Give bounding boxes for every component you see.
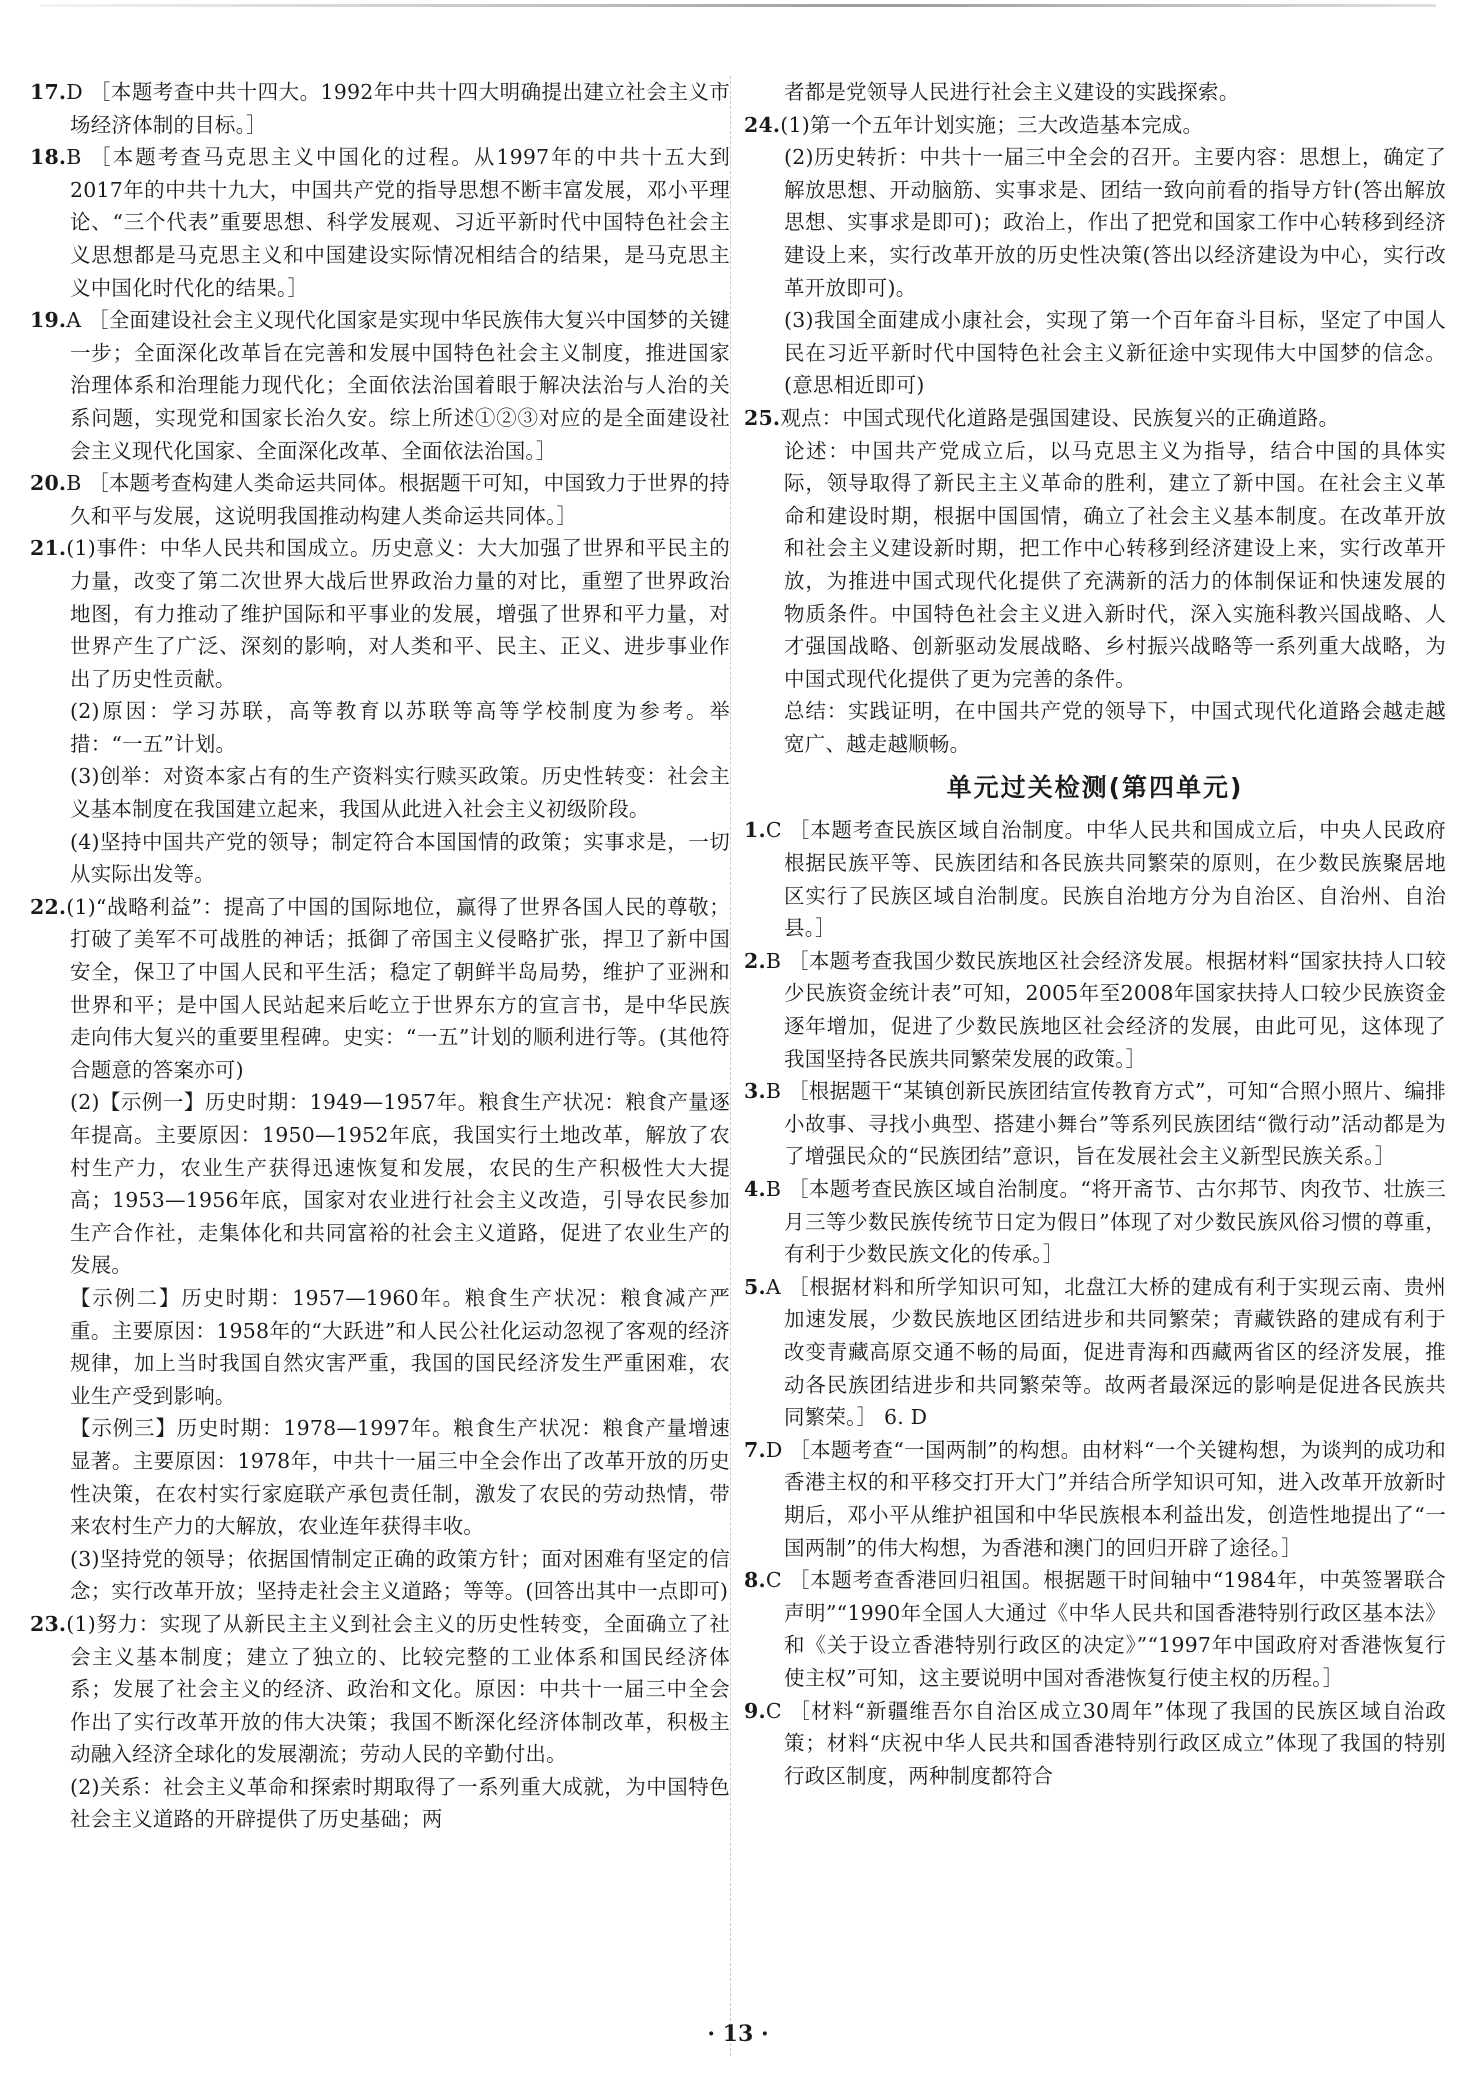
answer-paragraph xyxy=(30,1412,730,1542)
answer-paragraph xyxy=(30,1771,730,1836)
question-number: 2. xyxy=(744,948,766,973)
answer-text: C ［本题考查香港回归祖国。根据题干时间轴中“1984年，中英签署联合声明”“1990年全国人大通过《中华人民共和国香港特别行政区基本法》和《关于设立香港特别行政区的决定》”“1997年中国政府对香港恢复行使主权”可知，这主要说明中国对香港恢复行使主权的历程。］ xyxy=(765,1568,1446,1690)
answer-text: A ［根据材料和所学知识可知，北盘江大桥的建成有利于实现云南、贵州加速发展，少数民族地区团结进步和共同繁荣；青藏铁路的建成有利于改变青藏高原交通不畅的局面，促进青海和西藏两省区的经济发展，推动各民族团结进步和共同繁荣等。故两者最深远的影响是促进各民族共同繁荣。］ 6. D xyxy=(765,1274,1446,1430)
answer-paragraph xyxy=(744,435,1446,696)
answer-paragraph xyxy=(744,76,1446,109)
question-number: 18. xyxy=(30,145,67,170)
answer-paragraph xyxy=(30,891,730,1087)
answer-text: 论述：中国共产党成立后，以马克思主义为指导，结合中国的具体实际，领导取得了新民主主义革命的胜利，建立了新中国。在社会主义革命和建设时期，根据中国国情，确立了社会主义基本制度。在改革开放和社会主义建设新时期，把工作中心转移到经济建设上来，实行改革开放，为推进中国式现代化提供了充满新的活力的体制保证和快速发展的物质条件。中国特色社会主义进入新时代，深入实施科教兴国战略、人才强国战略、创新驱动发展战略、乡村振兴战略等一系列重大战略，为中国式现代化提供了更为完善的条件。 xyxy=(784,438,1446,691)
question-number: 19. xyxy=(30,308,67,333)
answer-paragraph xyxy=(744,1564,1446,1694)
top-rule xyxy=(40,4,1436,7)
answer-text: 观点：中国式现代化道路是强国建设、民族复兴的正确道路。 xyxy=(780,405,1340,430)
answer-paragraph xyxy=(744,402,1446,435)
answer-text: (3)坚持党的领导；依据国情制定正确的政策方针；面对困难有坚定的信念；实行改革开放；坚持走社会主义道路；等等。(回答出其中一点即可) xyxy=(70,1546,730,1604)
page-number: · 13 · xyxy=(707,2021,769,2047)
right-column xyxy=(744,76,1446,2056)
answer-paragraph xyxy=(30,467,730,532)
answer-paragraph xyxy=(30,304,730,467)
page-body xyxy=(30,76,1446,2056)
answer-paragraph xyxy=(744,1173,1446,1271)
question-number: 9. xyxy=(744,1698,766,1723)
answer-text: (1)事件：中华人民共和国成立。历史意义：大大加强了世界和平民主的力量，改变了第二次世界大战后世界政治力量的对比，重塑了世界政治地图，有力推动了维护国际和平事业的发展，增强了世界和平力量，对世界产生了广泛、深刻的影响，对人类和平、民主、正义、进步事业作出了历史性贡献。 xyxy=(66,536,730,691)
answer-paragraph xyxy=(744,814,1446,944)
answer-text: 者都是党领导人民进行社会主义建设的实践探索。 xyxy=(784,80,1240,104)
answer-paragraph xyxy=(744,695,1446,760)
question-number: 23. xyxy=(30,1611,67,1636)
answer-text: (4)坚持中国共产党的领导；制定符合本国国情的政策；实事求是，一切从实际出发等。 xyxy=(70,829,730,887)
answer-paragraph xyxy=(744,945,1446,1075)
answer-paragraph xyxy=(30,1282,730,1412)
answer-paragraph xyxy=(30,532,730,695)
question-number: 5. xyxy=(744,1274,766,1299)
answer-paragraph xyxy=(744,1434,1446,1564)
question-number: 25. xyxy=(744,405,781,430)
answer-paragraph xyxy=(30,1608,730,1771)
question-number: 4. xyxy=(744,1177,766,1201)
question-number: 22. xyxy=(30,894,67,919)
answer-paragraph xyxy=(744,1271,1446,1434)
answer-paragraph xyxy=(30,695,730,760)
answer-text: C ［材料“新疆维吾尔自治区成立30周年”体现了我国的民族区域自治政策；材料“庆祝中华人民共和国香港特别行政区成立”体现了我国的特别行政区制度，两种制度都符合 xyxy=(765,1698,1446,1788)
question-number: 21. xyxy=(30,536,67,561)
answer-text: (1)第一个五年计划实施；三大改造基本完成。 xyxy=(780,112,1204,137)
answer-paragraph xyxy=(30,141,730,304)
question-number: 24. xyxy=(744,112,781,137)
answer-text: (2)原因：学习苏联，高等教育以苏联等高等学校制度为参考。举措：“一五”计划。 xyxy=(70,699,730,756)
answer-text: 【示例三】历史时期：1978—1997年。粮食生产状况：粮食产量增速显著。主要原因：1978年，中共十一届三中全会作出了改革开放的历史性决策，在农村实行家庭联产承包责任制，激发了农民的劳动热情，带来农村生产力的大解放，农业连年获得丰收。 xyxy=(70,1416,730,1539)
question-number: 7. xyxy=(744,1437,766,1462)
answer-text: C ［本题考查民族区域自治制度。中华人民共和国成立后，中央人民政府根据民族平等、民族团结和各民族共同繁荣的原则，在少数民族聚居地区实行了民族区域自治制度。民族自治地方分为自治区、自治州、自治县。］ xyxy=(765,818,1446,941)
answer-paragraph xyxy=(744,1695,1446,1793)
answer-paragraph xyxy=(30,760,730,825)
answer-text: A ［全面建设社会主义现代化国家是实现中华民族伟大复兴中国梦的关键一步；全面深化改革旨在完善和发展中国特色社会主义制度，推进国家治理体系和治理能力现代化；全面依法治国着眼于解决法治与人治的关系问题，实现党和国家长治久安。综上所述①②③对应的是全面建设社会主义现代化国家、全面深化改革、全面依法治国。］ xyxy=(66,308,730,463)
answer-text: B ［根据题干“某镇创新民族团结宣传教育方式”，可知“合照小照片、编排小故事、寻找小典型、搭建小舞台”等系列民族团结“微行动”活动都是为了增强民众的“民族团结”意识，旨在发展社会主义新型民族关系。］ xyxy=(765,1079,1446,1169)
question-number: 8. xyxy=(744,1568,766,1593)
answer-text: B ［本题考查构建人类命运共同体。根据题干可知，中国致力于世界的持久和平与发展，这说明我国推动构建人类命运共同体。］ xyxy=(66,471,730,528)
answer-text: (3)创举：对资本家占有的生产资料实行赎买政策。历史性转变：社会主义基本制度在我国建立起来，我国从此进入社会主义初级阶段。 xyxy=(70,764,730,822)
section-title: 单元过关检测(第四单元) xyxy=(946,773,1244,803)
answer-paragraph xyxy=(30,76,730,141)
answer-paragraph xyxy=(30,1543,730,1608)
answer-text: (2)历史转折：中共十一届三中全会的召开。主要内容：思想上，确定了解放思想、开动脑筋、实事求是、团结一致向前看的指导方针(答出解放思想、实事求是即可)；政治上，作出了把党和国家工作中心转移到经济建设上来，实行改革开放的历史性决策(答出以经济建设为中心，实行改革开放即可)。 xyxy=(784,145,1446,300)
question-number: 17. xyxy=(30,80,67,104)
answer-text: B ［本题考查马克思主义中国化的过程。从1997年的中共十五大到2017年的中共十九大，中国共产党的指导思想不断丰富发展，邓小平理论、“三个代表”重要思想、科学发展观、习近平新时代中国特色社会主义思想都是马克思主义和中国建设实际情况相结合的结果，是马克思主义中国化时代化的结果。］ xyxy=(66,145,730,300)
unit-test-answers xyxy=(744,814,1446,1792)
answer-text: (1)努力：实现了从新民主主义到社会主义的历史性转变，全面确立了社会主义基本制度；建立了独立的、比较完整的工业体系和国民经济体系；发展了社会主义的经济、政治和文化。原因：中共十一届三中全会作出了实行改革开放的伟大决策；我国不断深化经济体制改革，积极主动融入经济全球化的发展潮流；劳动人民的辛勤付出。 xyxy=(66,1611,730,1767)
answer-text: (2)关系：社会主义革命和探索时期取得了一系列重大成就，为中国特色社会主义道路的开辟提供了历史基础；两 xyxy=(70,1774,730,1832)
right-column-answers xyxy=(744,76,1446,760)
answer-text: (1)“战略利益”：提高了中国的国际地位，赢得了世界各国人民的尊敬；打破了美军不可战胜的神话；抵御了帝国主义侵略扩张，捍卫了新中国安全，保卫了中国人民和平生活；稳定了朝鲜半岛局势，维护了亚洲和世界和平；是中国人民站起来后屹立于世界东方的宣言书，是中华民族走向伟大复兴的重要里程碑。史实：“一五”计划的顺利进行等。(其他符合题意的答案亦可) xyxy=(66,894,730,1082)
answer-text: B ［本题考查民族区域自治制度。“将开斋节、古尔邦节、肉孜节、壮族三月三等少数民族传统节日定为假日”体现了对少数民族风俗习惯的尊重，有利于少数民族文化的传承。］ xyxy=(765,1177,1446,1267)
answer-paragraph xyxy=(744,141,1446,304)
question-number: 1. xyxy=(744,818,766,843)
answer-text: B ［本题考查我国少数民族地区社会经济发展。根据材料“国家扶持人口较少民族资金统计表”可知，2005年至2008年国家扶持人口较少民族资金逐年增加，促进了少数民族地区社会经济的发展，由此可见，这体现了我国坚持各民族共同繁荣发展的政策。］ xyxy=(765,948,1446,1071)
answer-text: 【示例二】历史时期：1957—1960年。粮食生产状况：粮食减产严重。主要原因：1958年的“大跃进”和人民公社化运动忽视了客观的经济规律，加上当时我国自然灾害严重，我国的国民经济发生严重困难，农业生产受到影响。 xyxy=(70,1285,730,1408)
answer-paragraph xyxy=(744,1075,1446,1173)
question-number: 3. xyxy=(744,1079,766,1104)
answer-paragraph xyxy=(744,304,1446,402)
answer-text: 总结：实践证明，在中国共产党的领导下，中国式现代化道路会越走越宽广、越走越顺畅。 xyxy=(784,699,1446,756)
answer-text: D ［本题考查“一国两制”的构想。由材料“一个关键构想，为谈判的成功和香港主权的和平移交打开大门”并结合所学知识可知，进入改革开放新时期后，邓小平从维护祖国和中华民族根本利益出发，创造性地提出了“一国两制”的伟大构想，为香港和澳门的回归开辟了途径。］ xyxy=(765,1437,1446,1560)
answer-paragraph xyxy=(30,826,730,891)
question-number: 20. xyxy=(30,471,67,496)
answer-text: (3)我国全面建成小康社会，实现了第一个百年奋斗目标，坚定了中国人民在习近平新时代中国特色社会主义新征途中实现伟大中国梦的信念。(意思相近即可) xyxy=(784,308,1446,398)
answer-paragraph xyxy=(744,109,1446,142)
answer-paragraph xyxy=(30,1086,730,1282)
answer-text: D ［本题考查中共十四大。1992年中共十四大明确提出建立社会主义市场经济体制的目标。］ xyxy=(66,80,730,137)
left-column xyxy=(30,76,730,2056)
answer-text: (2)【示例一】历史时期：1949—1957年。粮食生产状况：粮食产量逐年提高。主要原因：1950—1952年底，我国实行土地改革，解放了农村生产力，农业生产获得迅速恢复和发展，农民的生产积极性大大提高；1953—1956年底，国家对农业进行社会主义改造，引导农民参加生产合作社，走集体化和共同富裕的社会主义道路，促进了农业生产的发展。 xyxy=(70,1090,730,1278)
